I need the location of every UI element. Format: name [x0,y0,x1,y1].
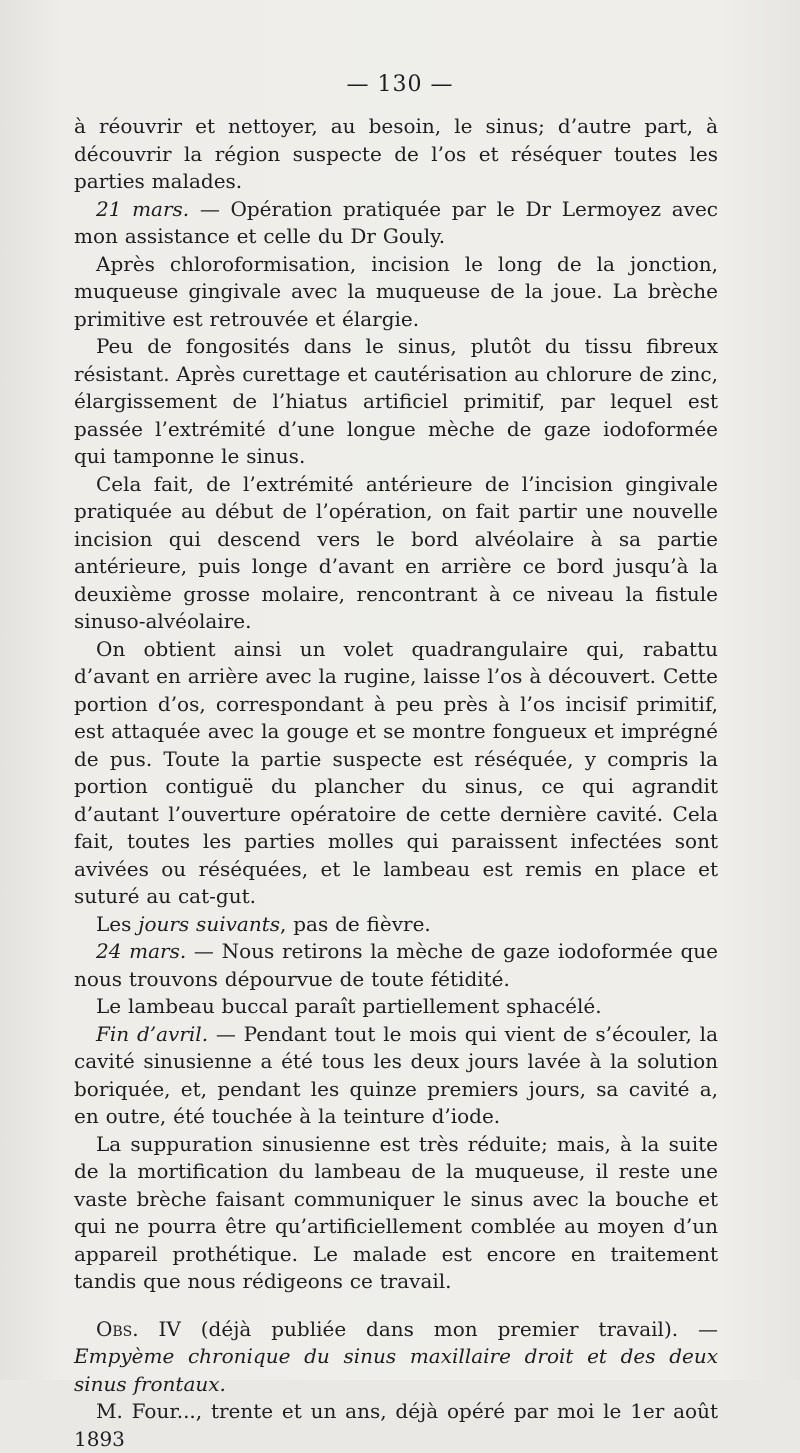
paragraph [74,196,718,251]
text-run: M. Four..., trente et un ans, déjà opéré par moi le 1er août 1893 [74,1399,718,1451]
italic-text: Empyème chronique du sinus maxillaire droit et des deux sinus frontaux. [74,1344,718,1396]
paragraph [74,636,718,911]
paragraph [74,993,718,1021]
italic-text: Fin d’avril. [96,1021,209,1046]
paragraph [74,938,718,993]
text-run: — Nous retirons la mèche de gaze iodoformée que nous trouvons dépourvue de toute fétidité. [74,939,718,991]
text-run: IV (déjà publiée dans mon premier travail). — [138,1316,718,1341]
text-run: La suppuration sinusienne est très réduite; mais, à la suite de la mortification du lambeau de la muqueuse, il reste une vaste brèche faisant communiquer le sinus avec la bouche et qui ne pourra être qu’artificiellement comblée au moyen d’un appareil prothétique. Le malade est encore en traitement tandis que nous rédigeons ce travail. [74,1131,718,1293]
paragraph [74,1021,718,1131]
paragraph [74,251,718,334]
text-run: Les [96,911,139,936]
paragraph [74,911,718,939]
text-run: On obtient ainsi un volet quadrangulaire qui, rabattu d’avant en arrière avec la rugine, laisse l’os à découvert. Cette portion d’os, correspondant à peu près à l’os incisif primitif, est attaquée avec la gouge et se montre fongueux et imprégné de pus. Toute la partie suspecte est réséquée, y compris la portion contiguë du plancher du sinus, ce qui agrandit d’autant l’ouverture opératoire de cette dernière cavité. Cela fait, toutes les parties molles qui paraissent infectées sont avivées ou réséquées, et le lambeau est remis en place et suturé au cat-gut. [74,636,718,908]
text-run: Peu de fongosités dans le sinus, plutôt du tissu fibreux résistant. Après curettage et cautérisation au chlorure de zinc, élargissement de l’hiatus artificiel primitif, par lequel est passée l’extrémité d’une longue mèche de gaze iodoformée qui tamponne le sinus. [74,334,718,468]
paragraph [74,1398,718,1453]
italic-text: 24 mars. [96,939,187,963]
observation-heading-paragraph [74,1316,718,1399]
paragraph [74,471,718,636]
text-run: à réouvrir et nettoyer, au besoin, le sinus; d’autre part, à découvrir la région suspecte de l’os et réséquer toutes les parties malades. [74,114,718,193]
text-run: — Opération pratiquée par le Dr Lermoyez avec mon assistance et celle du Dr Gouly. [74,196,718,248]
page-number: — 130 — [346,72,454,97]
text-run: Obs. [96,1316,139,1341]
text-run: — Pendant tout le mois qui vient de s’écouler, la cavité sinusienne a été tous les deux jours lavée à la solution boriquée, et, pendant les quinze premiers jours, sa cavité a, en outre, été touchée à la teinture d’iode. [74,1021,718,1128]
italic-text: jours suivants [138,911,280,936]
paragraph [74,1131,718,1296]
text-run: Cela fait, de l’extrémité antérieure de l’incision gingivale pratiquée au début de l’opération, on fait partir une nouvelle incision qui descend vers le bord alvéolaire à sa partie antérieure, puis longe d’avant en arrière ce bord jusqu’à la deuxième grosse molaire, rencontrant à ce niveau la fistule sinuso-alvéolaire. [74,471,718,633]
italic-text: 21 mars. [96,196,190,221]
paragraph [74,333,718,471]
text-run: , pas de fièvre. [280,911,431,936]
text-run: Le lambeau buccal paraît partiellement sphacélé. [96,994,602,1018]
body-text [74,113,718,1453]
paragraph [74,113,718,196]
text-run: Après chloroformisation, incision le long de la jonction, muqueuse gingivale avec la muqueuse de la joue. La brèche primitive est retrouvée et élargie. [74,251,718,331]
